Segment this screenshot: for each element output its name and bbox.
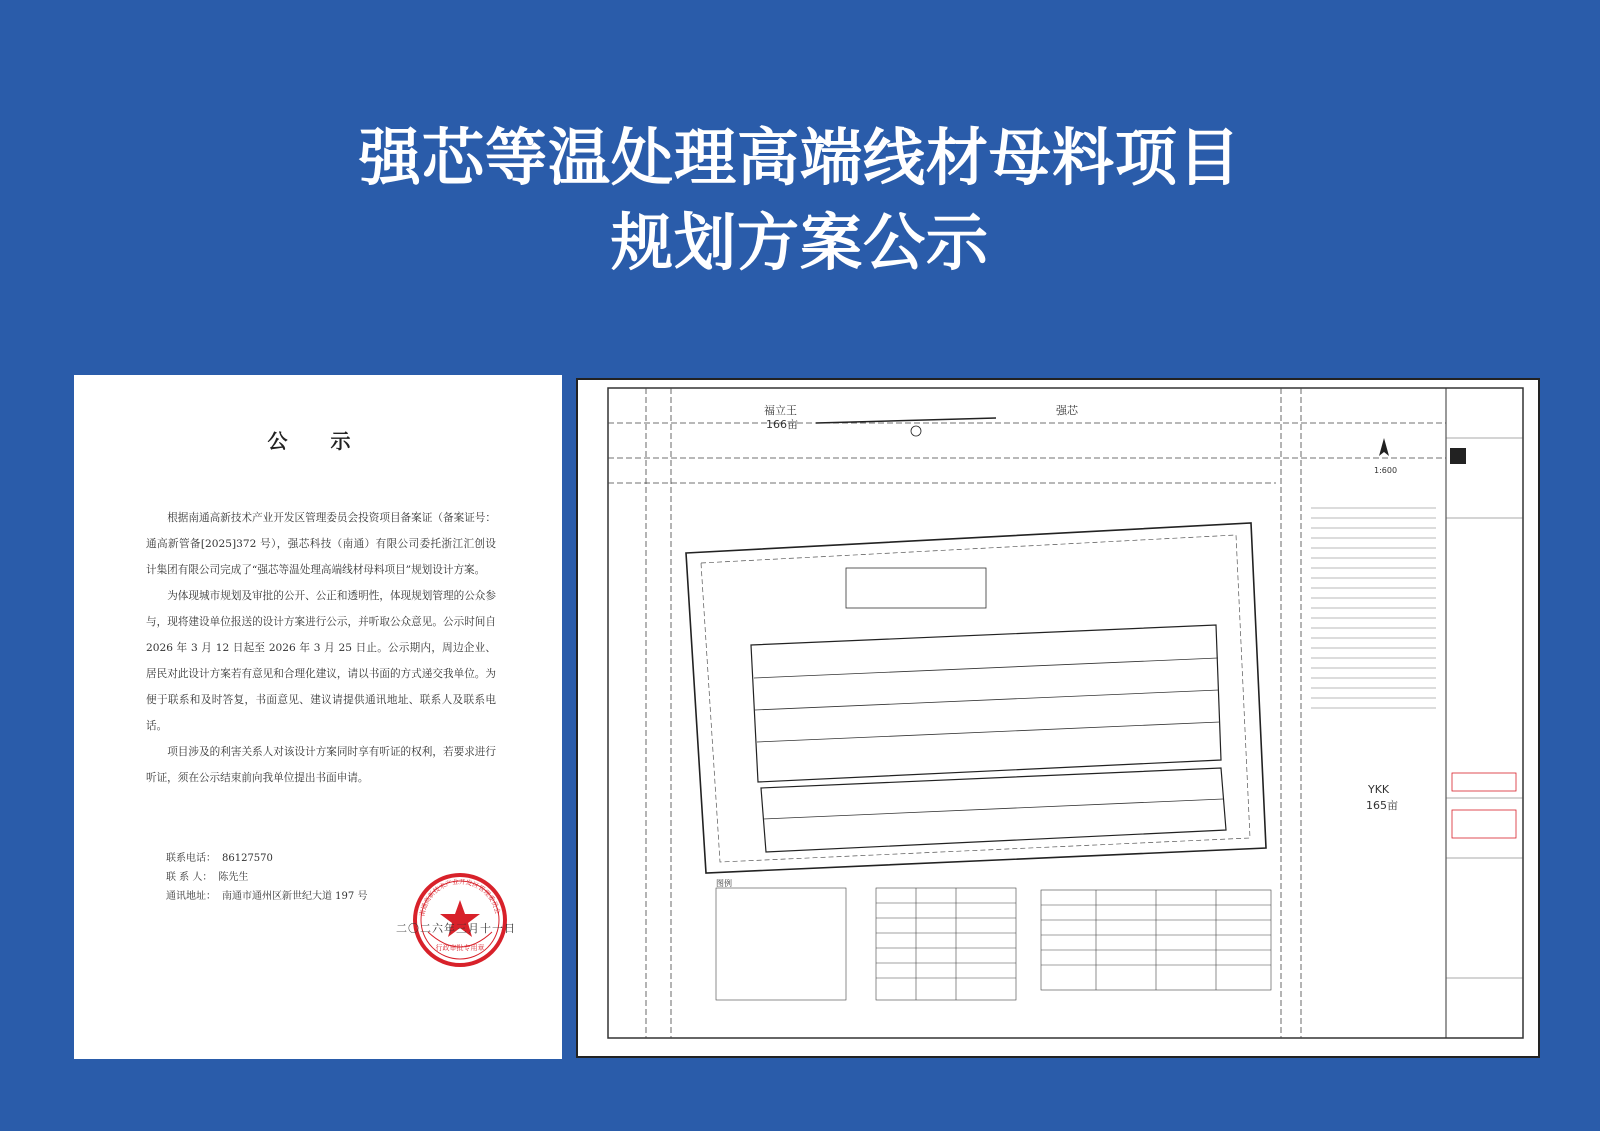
drawing-scale: 1:600 (1374, 466, 1398, 475)
address-value: 南通市通州区新世纪大道 197 号 (222, 891, 368, 902)
road-width-north: 166亩 (766, 418, 798, 431)
notice-heading: 公 示 (267, 429, 369, 453)
legend-title: 图例 (716, 879, 732, 888)
page-title-line1: 强芯等温处理高端线材母料项目 (358, 121, 1241, 194)
notice-paragraph-2: 为体现城市规划及审批的公开、公正和透明性，体现规划管理的公众参与，现将建设单位报送的设计方案进行公示，并听取公众意见。公示时间自 2026 年 3 月 12 日起至 2026 年 3 月 25 日止。公示期内，周边企业、居民对此设计方案若有意见和合理化建议，请以书面的方式递交我单位。为便于联系和及时答复，书面意见、建议请提供通讯地址、联系人及联系电话。 (146, 590, 496, 732)
person-value: 陈先生 (218, 872, 249, 883)
site-plan-svg (576, 378, 1540, 1058)
notice-document (74, 375, 562, 1059)
road-label-north: 福立王 (764, 404, 797, 417)
notice-date: 二〇二六年三月十一日 (396, 922, 516, 935)
page-title-line2: 规划方案公示 (610, 206, 989, 279)
phone-label: 联系电话： (166, 853, 216, 864)
contact-info (166, 849, 373, 906)
road-width-east: 165亩 (1366, 799, 1398, 812)
road-label-north-2: 强芯 (1056, 404, 1078, 417)
address-label: 通讯地址： (166, 891, 216, 902)
svg-text:南通高新技术产业开发区管理委员会: 南通高新技术产业开发区管理委员会 (418, 877, 502, 917)
notice-paragraph-3: 项目涉及的利害关系人对该设计方案同时享有听证的权利，若要求进行听证，须在公示结束前向我单位提出书面申请。 (146, 746, 496, 784)
person-label: 联 系 人： (166, 872, 213, 883)
phone-value: 86127570 (222, 853, 273, 864)
road-label-east: YKK (1368, 783, 1390, 796)
notice-paragraph-1: 根据南通高新技术产业开发区管理委员会投资项目备案证（备案证号：通高新管备[2025]372 号），强芯科技（南通）有限公司委托浙江汇创设计集团有限公司完成了“强芯等温处理高端线材母料项目”规划设计方案。 (146, 512, 496, 576)
svg-text:行政审批专用章: 行政审批专用章 (435, 944, 485, 952)
notice-body (146, 505, 496, 791)
site-plan-drawing (576, 378, 1540, 1058)
